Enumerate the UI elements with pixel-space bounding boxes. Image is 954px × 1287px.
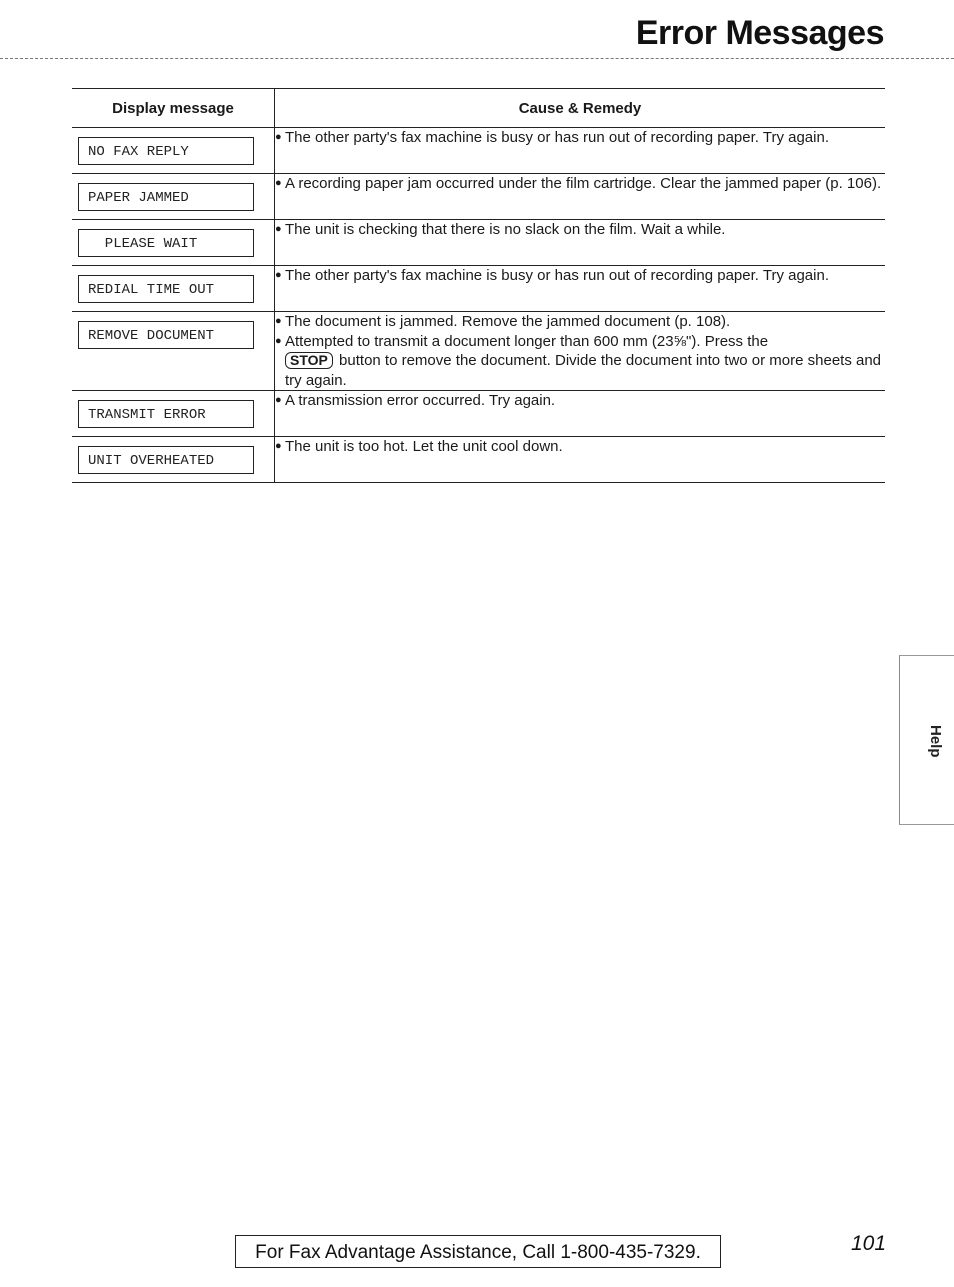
page-title: Error Messages: [635, 14, 884, 52]
remedy-item: [275, 174, 885, 194]
column-header-cause-remedy: Cause & Remedy: [275, 89, 886, 128]
remedy-text: The other party's fax machine is busy or has run out of recording paper. Try again.: [285, 267, 829, 284]
remedy-text: A transmission error occurred. Try again.: [285, 392, 556, 409]
remedy-item: [275, 332, 885, 391]
remedy-cell: [275, 391, 886, 437]
table-row: [72, 437, 885, 483]
remedy-item: [275, 128, 885, 148]
display-message-cell: [72, 437, 275, 483]
remedy-item: [275, 220, 885, 240]
lcd-display-message: UNIT OVERHEATED: [78, 446, 254, 474]
remedy-text: The unit is checking that there is no slack on the film. Wait a while.: [285, 221, 726, 238]
lcd-display-message: TRANSMIT ERROR: [78, 400, 254, 428]
remedy-text: Attempted to transmit a document longer than 600 mm (23⅝"). Press the: [285, 332, 769, 350]
page-number: 101: [851, 1232, 887, 1255]
remedy-item: [275, 266, 885, 286]
lcd-display-message: PAPER JAMMED: [78, 183, 254, 211]
lcd-display-message: PLEASE WAIT: [78, 229, 254, 257]
bullet-icon: ●: [275, 177, 282, 189]
title-divider: [0, 58, 954, 59]
bullet-icon: ●: [275, 131, 282, 143]
stop-key-icon: STOP: [285, 352, 333, 369]
table-row: [72, 266, 885, 312]
display-message-cell: [72, 312, 275, 391]
remedy-text-after: button to remove the document. Divide the document into two or more sheets and try again.: [285, 352, 882, 389]
bullet-icon: ●: [275, 394, 282, 406]
display-message-cell: [72, 220, 275, 266]
remedy-text-with-key: [285, 332, 885, 391]
table-row: [72, 391, 885, 437]
remedy-item: [275, 391, 885, 411]
table-row: [72, 174, 885, 220]
remedy-cell: [275, 437, 886, 483]
table-row: [72, 128, 885, 174]
table-row: [72, 312, 885, 391]
lcd-display-message: REMOVE DOCUMENT: [78, 321, 254, 349]
bullet-icon: ●: [275, 334, 282, 347]
display-message-cell: [72, 391, 275, 437]
remedy-cell: [275, 128, 886, 174]
lcd-display-message: NO FAX REPLY: [78, 137, 254, 165]
section-tab-help: [899, 655, 954, 825]
remedy-text: The other party's fax machine is busy or has run out of recording paper. Try again.: [285, 129, 829, 146]
bullet-icon: ●: [275, 223, 282, 235]
remedy-text: The document is jammed. Remove the jammed document (p. 108).: [285, 313, 731, 330]
display-message-cell: [72, 128, 275, 174]
remedy-text: A recording paper jam occurred under the film cartridge. Clear the jammed paper (p. 106).: [285, 175, 882, 192]
column-header-display-message: Display message: [72, 89, 275, 128]
table-header-row: [72, 89, 885, 128]
lcd-display-message: REDIAL TIME OUT: [78, 275, 254, 303]
remedy-text: The unit is too hot. Let the unit cool down.: [285, 438, 563, 455]
footer-assistance-box: For Fax Advantage Assistance, Call 1-800-435-7329.: [235, 1235, 721, 1268]
table-row: [72, 220, 885, 266]
section-tab-label: Help: [927, 724, 944, 758]
display-message-cell: [72, 174, 275, 220]
bullet-icon: ●: [275, 269, 282, 281]
remedy-item: [275, 437, 885, 457]
bullet-icon: ●: [275, 315, 282, 327]
display-message-cell: [72, 266, 275, 312]
remedy-cell: [275, 312, 886, 391]
error-messages-table: [72, 88, 885, 483]
bullet-icon: ●: [275, 440, 282, 452]
remedy-cell: [275, 220, 886, 266]
remedy-item: [275, 312, 885, 332]
remedy-cell: [275, 266, 886, 312]
remedy-cell: [275, 174, 886, 220]
